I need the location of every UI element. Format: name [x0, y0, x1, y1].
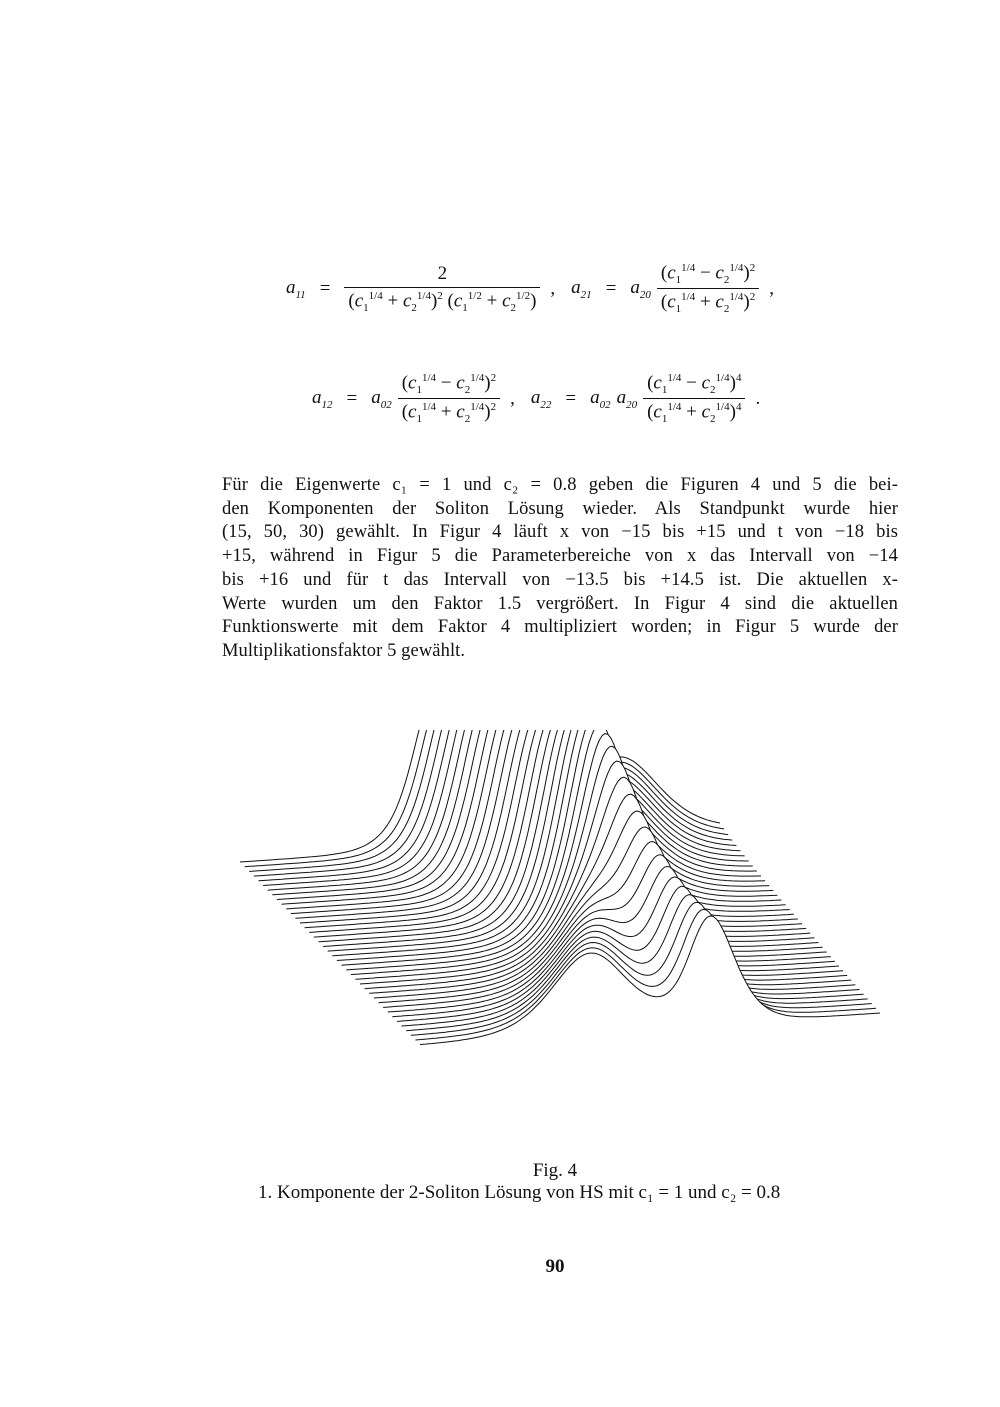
equation-a21-coef: $a_{20}$ [630, 276, 651, 301]
equation-a11-lhs: $a_{11}$ [286, 276, 306, 301]
paragraph-line: (15, 50, 30) gewählt. In Figur 4 läuft x von −15 bis +15 und t von −18 bis [222, 522, 898, 543]
equation-a12-lhs: $a_{12}$ [312, 386, 333, 411]
equation-a22-coef-1: $a_{02}$ [590, 386, 611, 411]
paragraph-line: Funktionswerte mit dem Faktor 4 multipliziert worden; in Figur 5 wurde der [222, 617, 898, 638]
soliton-surface-figure [200, 730, 900, 1110]
surface-plot [200, 730, 900, 1110]
equation-a22-lhs: $a_{22}$ [530, 386, 552, 411]
paragraph-line: +15, während in Figur 5 die Parameterbereiche von x das Intervall von −14 [222, 546, 898, 567]
figure-caption: 1. Komponente der 2-Soliton Lösung von HS mit c₁ = 1 und c₂ = 0.8 [258, 1182, 781, 1203]
paragraph-line: Für die Eigenwerte c₁ = 1 und c₂ = 0.8 geben die Figuren 4 und 5 die bei- [222, 475, 898, 495]
paragraph-line: Multiplikationsfaktor 5 gewählt. [222, 640, 466, 661]
equation-a22-coef-2: $a_{20}$ [616, 386, 638, 411]
paragraph-line: bis +16 und für t das Intervall von −13.5 bis +14.5 ist. Die aktuellen x- [222, 569, 898, 590]
paragraph-line: Werte wurden um den Faktor 1.5 vergrößert. In Figur 4 sind die aktuellen [222, 593, 898, 614]
page-number: 90 [545, 1256, 565, 1277]
equation-a11-fraction: $\frac{2}{(c_1^{1/4} + c_2^{1/4})^2 (c_1^{1/2} + c_2^{1/2})}$ [344, 263, 540, 314]
equation-a22-fraction: $\frac{(c_1^{1/4} - c_2^{1/4})^4}{(c_1^{1/4} + c_2^{1/4})^4}$ [643, 372, 745, 425]
paragraph-line: den Komponenten der Soliton Lösung wieder. Als Standpunkt wurde hier [222, 498, 898, 519]
equation-a12-fraction: $\frac{(c_1^{1/4} - c_2^{1/4})^2}{(c_1^{1/4} + c_2^{1/4})^2}$ [398, 372, 500, 425]
equation-row-1: $a_{11}$ = $\frac{2}{(c_1^{1/4} + c_2^{1/4})^2 (c_1^{1/2} + c_2^{1/2})}$ , $a_{21}$ = $a_{20}$ $\frac{(c_1^{1/4} - c_2^{1/4})^2}{(c_1^{1/4} + c_2^{1/4})^2}$ , [286, 262, 774, 316]
equation-a21-fraction: $\frac{(c_1^{1/4} - c_2^{1/4})^2}{(c_1^{1/4} + c_2^{1/4})^2}$ [657, 262, 759, 315]
equation-row-2: $a_{12}$ = $a_{02}$ $\frac{(c_1^{1/4} - c_2^{1/4})^2}{(c_1^{1/4} + c_2^{1/4})^2}$ , $a_{22}$ = $a_{02}$ $a_{20}$ $\frac{(c_1^{1/4} - c_2^{1/4})^4}{(c_1^{1/4} + c_2^{1/4})^4}$ . [312, 372, 761, 426]
figure-label: Fig. 4 [532, 1160, 578, 1181]
equation-a21-lhs: $a_{21}$ [571, 276, 592, 301]
body-paragraph [222, 474, 898, 664]
equation-a12-coef: $a_{02}$ [371, 386, 392, 411]
